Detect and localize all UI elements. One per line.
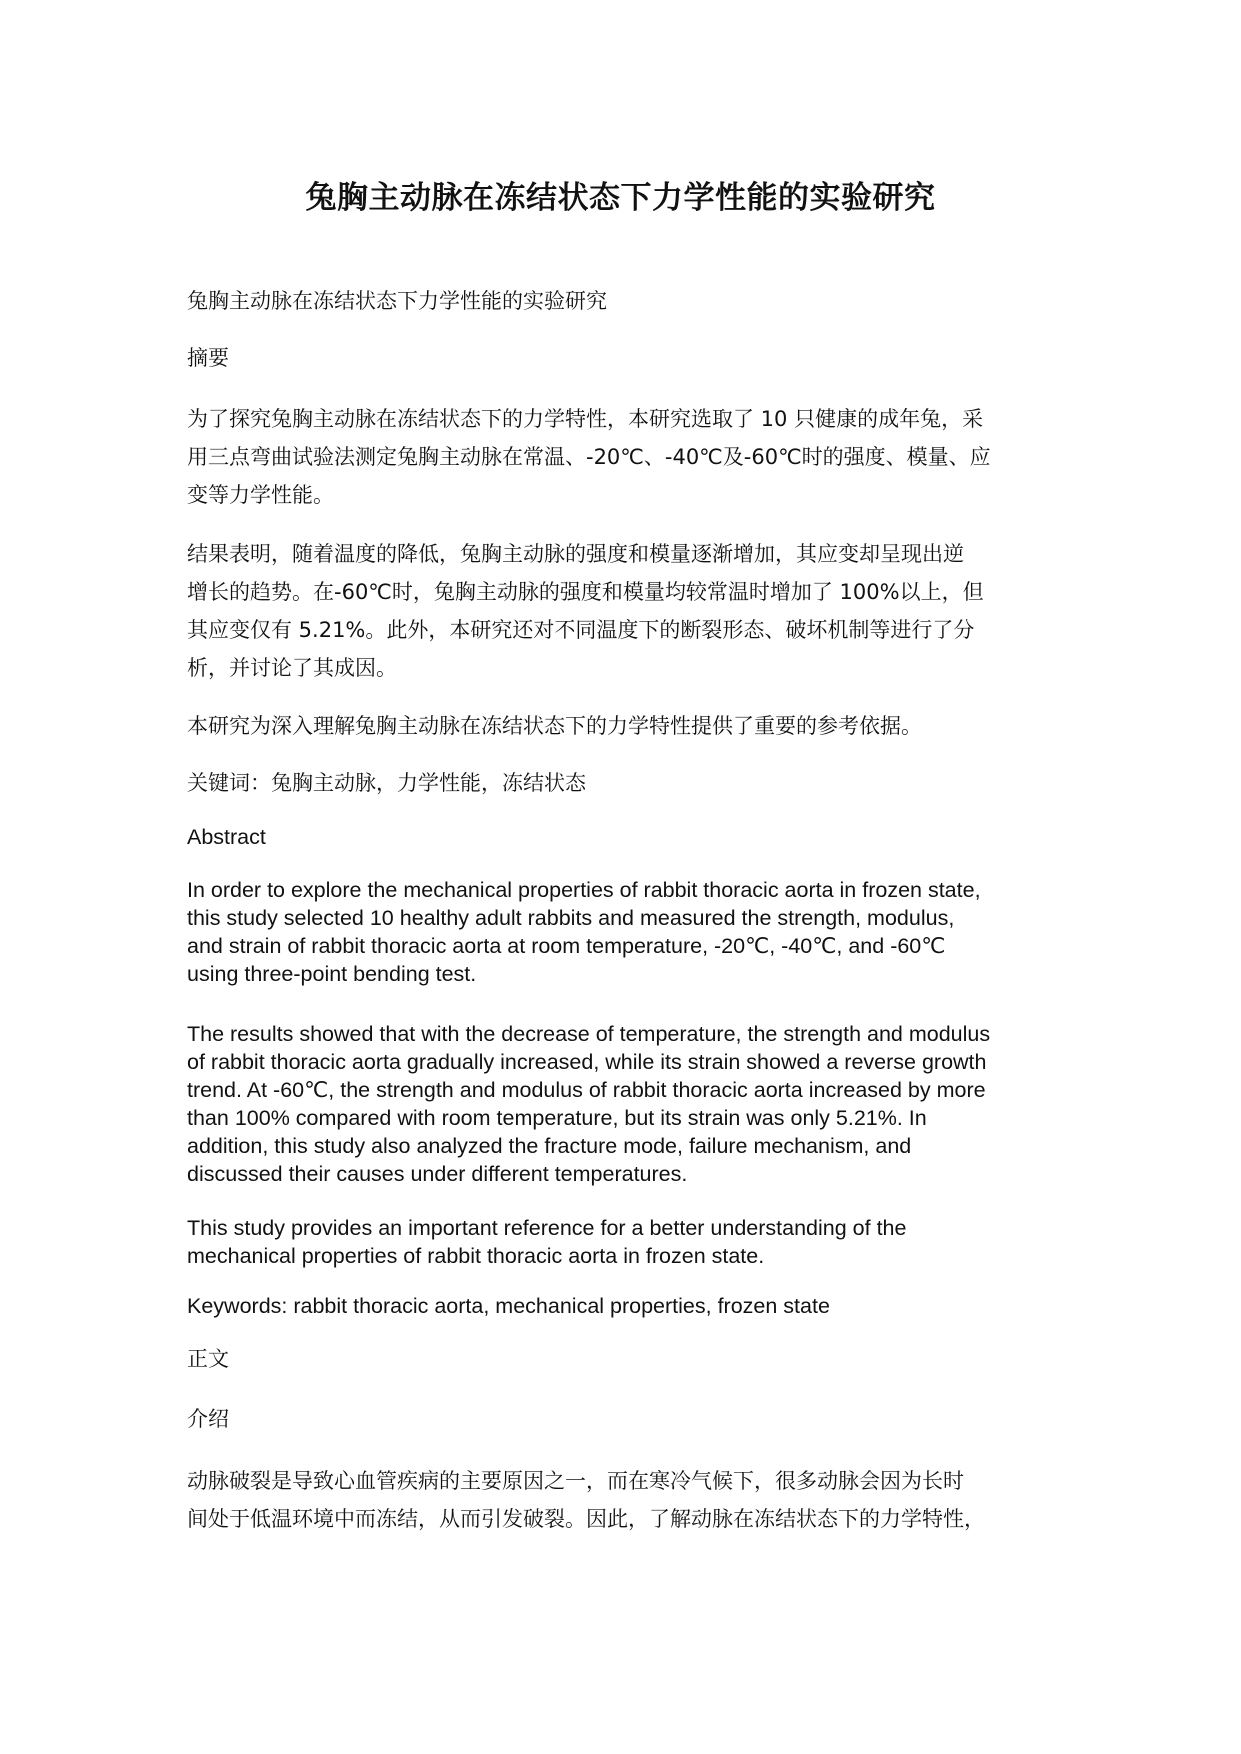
- text-line: 间处于低温环境中而冻结，从而引发破裂。因此，了解动脉在冻结状态下的力学特性，: [187, 1507, 985, 1531]
- keywords-en: Keywords: rabbit thoracic aorta, mechanical properties, frozen state: [187, 1294, 830, 1318]
- text-line: 用三点弯曲试验法测定兔胸主动脉在常温、-20℃、-40℃及-60℃时的强度、模量、应: [187, 445, 991, 469]
- text-line: 结果表明，随着温度的降低，兔胸主动脉的强度和模量逐渐增加，其应变却呈现出逆: [187, 542, 964, 566]
- text-line: 其应变仅有 5.21%。此外，本研究还对不同温度下的断裂形态、破坏机制等进行了分: [187, 618, 975, 642]
- text-line: trend. At -60℃, the strength and modulus of rabbit thoracic aorta increased by more: [187, 1078, 986, 1102]
- text-line: In order to explore the mechanical properties of rabbit thoracic aorta in frozen state,: [187, 878, 981, 902]
- text-line: of rabbit thoracic aorta gradually increased, while its strain showed a reverse growth: [187, 1050, 987, 1074]
- text-line: discussed their causes under different temperatures.: [187, 1162, 688, 1186]
- text-line: than 100% compared with room temperature, but its strain was only 5.21%. In: [187, 1106, 927, 1130]
- abstract-heading-en-text: Abstract: [187, 825, 266, 849]
- body-heading: 正文: [187, 1347, 229, 1371]
- abstract-cn-paragraph-2: [187, 535, 1057, 687]
- abstract-cn-paragraph-1: [187, 400, 1057, 514]
- abstract-en-paragraph-3: [187, 1214, 1057, 1270]
- text-line: and strain of rabbit thoracic aorta at room temperature, -20℃, -40℃, and -60℃: [187, 934, 946, 958]
- text-line: 增长的趋势。在-60℃时，兔胸主动脉的强度和模量均较常温时增加了 100%以上，但: [187, 580, 984, 604]
- abstract-en-paragraph-2: [187, 1020, 1057, 1188]
- abstract-en-paragraph-1: [187, 876, 1057, 988]
- keywords-cn: 关键词：兔胸主动脉，力学性能，冻结状态: [187, 771, 586, 795]
- text-line: 变等力学性能。: [187, 483, 334, 507]
- text-line: addition, this study also analyzed the fracture mode, failure mechanism, and: [187, 1134, 912, 1158]
- subtitle: 兔胸主动脉在冻结状态下力学性能的实验研究: [187, 289, 607, 313]
- abstract-cn-paragraph-3: 本研究为深入理解兔胸主动脉在冻结状态下的力学特性提供了重要的参考依据。: [187, 714, 922, 738]
- intro-heading: 介绍: [187, 1407, 229, 1431]
- abstract-heading-en: [187, 818, 1057, 856]
- text-line: This study provides an important reference for a better understanding of the: [187, 1216, 907, 1240]
- text-line: this study selected 10 healthy adult rabbits and measured the strength, modulus,: [187, 906, 955, 930]
- text-line: using three-point bending test.: [187, 962, 477, 986]
- text-line: The results showed that with the decrease of temperature, the strength and modulus: [187, 1022, 991, 1046]
- text-line: mechanical properties of rabbit thoracic aorta in frozen state.: [187, 1244, 765, 1268]
- abstract-heading-cn: 摘要: [187, 346, 229, 370]
- intro-paragraph-1: [187, 1462, 1057, 1538]
- text-line: 析，并讨论了其成因。: [187, 656, 397, 680]
- document-title: 兔胸主动脉在冻结状态下力学性能的实验研究: [305, 180, 936, 216]
- text-line: 动脉破裂是导致心血管疾病的主要原因之一，而在寒冷气候下，很多动脉会因为长时: [187, 1469, 964, 1493]
- text-line: 为了探究兔胸主动脉在冻结状态下的力学特性，本研究选取了 10 只健康的成年兔，采: [187, 407, 984, 431]
